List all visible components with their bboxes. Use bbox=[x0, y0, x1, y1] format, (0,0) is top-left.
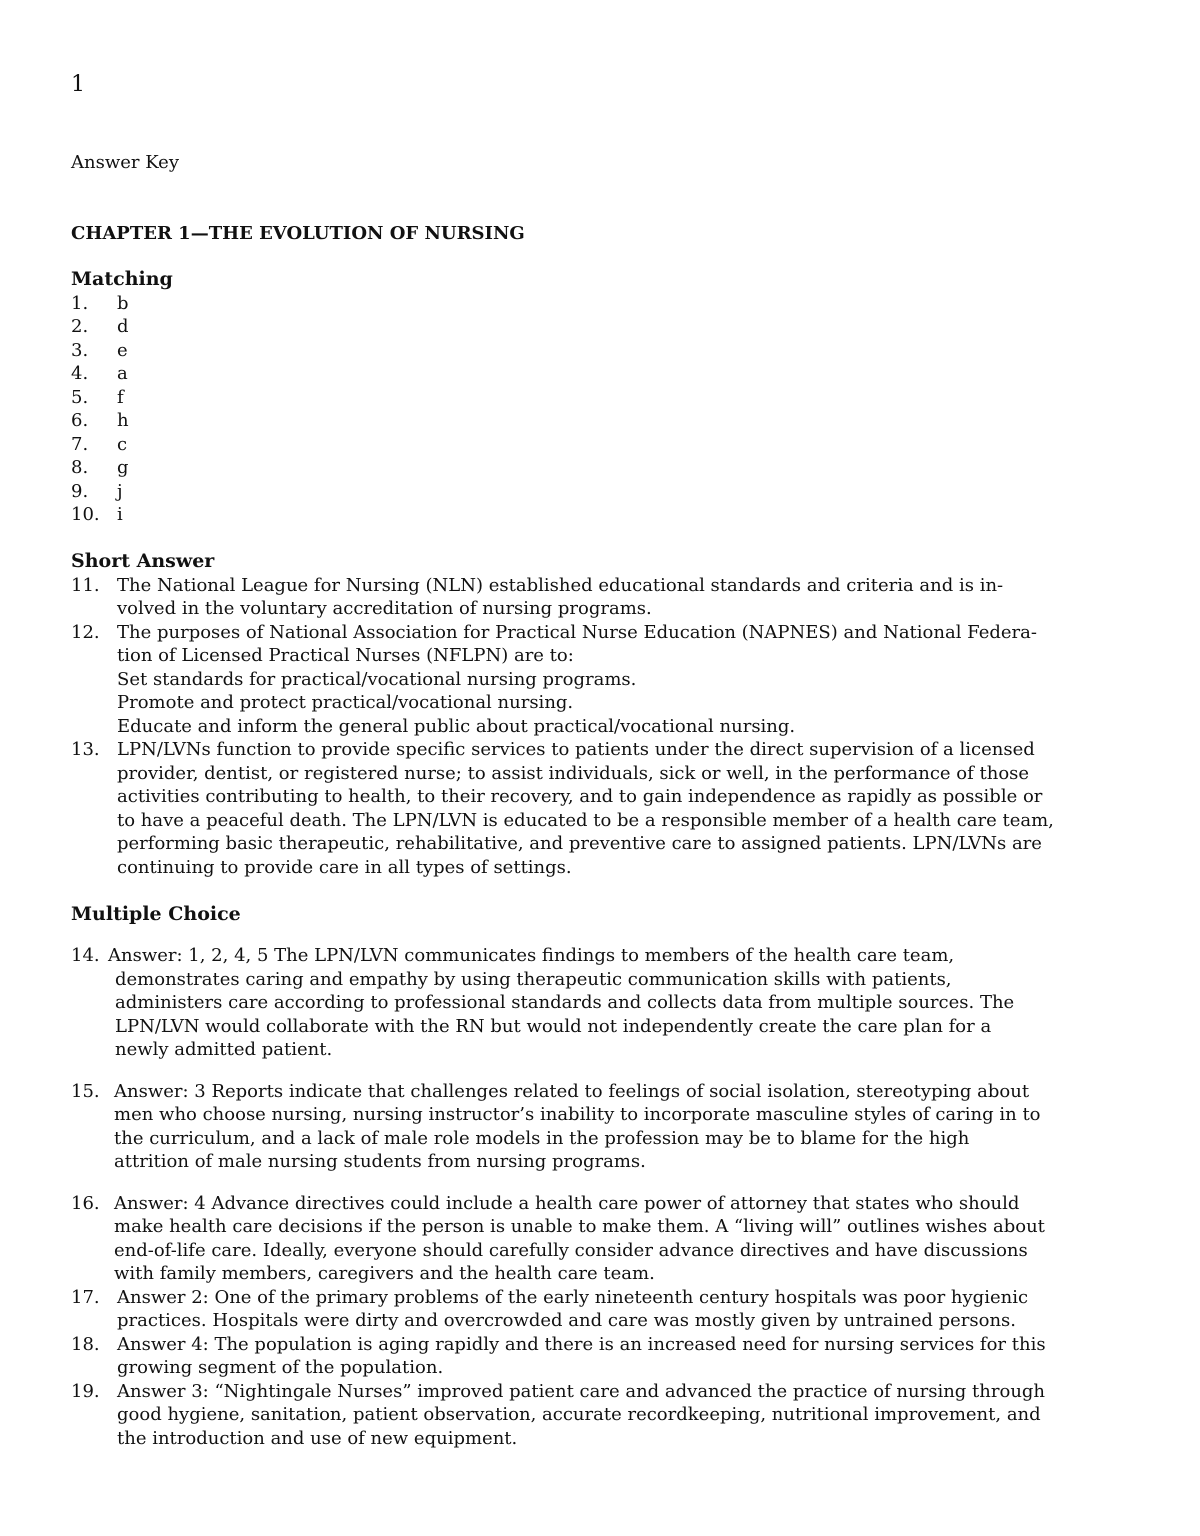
matching-item-answer: h bbox=[117, 410, 129, 431]
text-line: volved in the voluntary accreditation of nursing programs. bbox=[117, 598, 652, 619]
text-line: Answer 3: “Nightingale Nurses” improved patient care and advanced the practice of nursing through bbox=[117, 1380, 1046, 1402]
text-line: activities contributing to health, to their recovery, and to gain independence as rapidly as possible or bbox=[117, 786, 1043, 807]
multiple-choice-item-text bbox=[117, 1333, 1141, 1380]
short-answer-item-text bbox=[117, 621, 1141, 739]
matching-item-number: 2. bbox=[71, 316, 89, 337]
short-answer-item bbox=[71, 621, 1141, 739]
matching-item-answer: j bbox=[117, 480, 123, 502]
matching-item-number: 7. bbox=[71, 433, 89, 455]
multiple-choice-list bbox=[71, 944, 1141, 1450]
multiple-choice-item-number: 18. bbox=[71, 1333, 100, 1355]
matching-item bbox=[71, 433, 1141, 457]
text-line: practices. Hospitals were dirty and overcrowded and care was mostly given by untrained persons. bbox=[117, 1310, 1017, 1331]
matching-item bbox=[71, 409, 1141, 433]
text-line: Answer: 1, 2, 4, 5 The LPN/LVN communicates findings to members of the health care team, bbox=[108, 945, 955, 966]
text-line: demonstrates caring and empathy by using therapeutic communication skills with patients, bbox=[115, 968, 952, 990]
text-line: end-of-life care. Ideally, everyone should carefully consider advance directives and have discussions bbox=[114, 1239, 1028, 1261]
matching-list bbox=[71, 292, 1141, 527]
multiple-choice-item bbox=[71, 1380, 1141, 1451]
text-line: Educate and inform the general public about practical/vocational nursing. bbox=[117, 715, 796, 737]
text-line: to have a peaceful death. The LPN/LVN is educated to be a responsible member of a health care team, bbox=[117, 809, 1054, 831]
matching-item bbox=[71, 480, 1141, 504]
text-line: Answer: 4 Advance directives could include a health care power of attorney that states who should bbox=[114, 1192, 1020, 1214]
multiple-choice-item-number: 19. bbox=[71, 1380, 100, 1402]
multiple-choice-item bbox=[71, 1333, 1141, 1380]
matching-item-number: 3. bbox=[71, 339, 89, 361]
page-number: 1 bbox=[71, 72, 85, 97]
matching-item-answer: e bbox=[117, 339, 128, 361]
multiple-choice-item-text bbox=[117, 1286, 1141, 1333]
multiple-choice-item bbox=[71, 1192, 1141, 1286]
matching-item-number: 1. bbox=[71, 292, 89, 314]
multiple-choice-item-number: 17. bbox=[71, 1286, 100, 1308]
text-line: administers care according to professional standards and collects data from multiple sources. The bbox=[115, 992, 1015, 1013]
multiple-choice-item bbox=[71, 1080, 1141, 1174]
multiple-choice-item-text bbox=[114, 1080, 1141, 1174]
text-line: Set standards for practical/vocational nursing programs. bbox=[117, 668, 637, 690]
matching-item bbox=[71, 339, 1141, 363]
matching-item bbox=[71, 386, 1141, 410]
short-answer-list bbox=[71, 574, 1141, 880]
matching-item-answer: c bbox=[117, 433, 128, 455]
short-answer-item bbox=[71, 574, 1141, 621]
text-line: The National League for Nursing (NLN) established educational standards and criteria and is in- bbox=[117, 574, 1004, 596]
text-line: attrition of male nursing students from nursing programs. bbox=[114, 1151, 646, 1172]
multiple-choice-item-text bbox=[114, 1192, 1141, 1286]
matching-item-answer: b bbox=[117, 292, 129, 314]
multiple-choice-item-number: 14. bbox=[71, 945, 100, 966]
text-line: continuing to provide care in all types of settings. bbox=[117, 856, 572, 878]
short-answer-item-text bbox=[117, 738, 1141, 879]
chapter-title: CHAPTER 1—THE EVOLUTION OF NURSING bbox=[71, 223, 525, 244]
multiple-choice-item-number: 16. bbox=[71, 1192, 100, 1214]
text-line: Promote and protect practical/vocational nursing. bbox=[117, 692, 574, 713]
text-line: performing basic therapeutic, rehabilitative, and preventive care to assigned patients. LPN/LVNs are bbox=[117, 833, 1042, 854]
matching-heading: Matching bbox=[71, 268, 173, 290]
text-line: provider, dentist, or registered nurse; to assist individuals, sick or well, in the performance of those bbox=[117, 762, 1030, 784]
short-answer-item-number: 11. bbox=[71, 574, 100, 596]
matching-item-answer: f bbox=[117, 386, 124, 408]
matching-item-answer: d bbox=[117, 316, 129, 337]
short-answer-item bbox=[71, 738, 1141, 879]
multiple-choice-item-number: 15. bbox=[71, 1080, 100, 1102]
matching-item-number: 5. bbox=[71, 386, 89, 408]
text-line: growing segment of the population. bbox=[117, 1357, 444, 1378]
text-line: the introduction and use of new equipment. bbox=[117, 1427, 518, 1449]
matching-item bbox=[71, 292, 1141, 316]
matching-item-answer: a bbox=[117, 363, 128, 384]
text-line: men who choose nursing, nursing instructor’s inability to incorporate masculine styles of caring in to bbox=[114, 1104, 1041, 1125]
matching-item-number: 10. bbox=[71, 504, 100, 525]
short-answer-item-text bbox=[117, 574, 1141, 621]
text-line: Answer 2: One of the primary problems of the early nineteenth century hospitals was poor hygienic bbox=[117, 1286, 1029, 1308]
matching-item bbox=[71, 456, 1141, 480]
matching-item bbox=[71, 503, 1141, 527]
short-answer-item-number: 13. bbox=[71, 739, 100, 760]
matching-item bbox=[71, 362, 1141, 386]
multiple-choice-item bbox=[71, 1286, 1141, 1333]
text-line: Answer: 3 Reports indicate that challenges related to feelings of social isolation, stereotyping about bbox=[114, 1080, 1030, 1102]
matching-item-number: 8. bbox=[71, 457, 89, 478]
matching-item-number: 6. bbox=[71, 410, 89, 431]
text-line: good hygiene, sanitation, patient observation, accurate recordkeeping, nutritional improvement, and bbox=[117, 1404, 1041, 1425]
multiple-choice-item-text bbox=[117, 1380, 1141, 1451]
document-title: Answer Key bbox=[71, 152, 179, 173]
matching-item-number: 4. bbox=[71, 363, 89, 384]
short-answer-heading: Short Answer bbox=[71, 550, 215, 572]
text-line: The purposes of National Association for Practical Nurse Education (NAPNES) and National Federa- bbox=[117, 621, 1037, 643]
short-answer-item-number: 12. bbox=[71, 621, 100, 643]
text-line: make health care decisions if the person is unable to make them. A “living will” outlines wishes about bbox=[114, 1216, 1045, 1237]
multiple-choice-item-text bbox=[108, 944, 1141, 1062]
text-line: newly admitted patient. bbox=[115, 1039, 333, 1060]
multiple-choice-heading: Multiple Choice bbox=[71, 902, 241, 925]
text-line: with family members, caregivers and the health care team. bbox=[114, 1263, 655, 1284]
text-line: Answer 4: The population is aging rapidly and there is an increased need for nursing services for this bbox=[117, 1333, 1046, 1355]
answer-content bbox=[71, 268, 1141, 1450]
text-line: LPN/LVNs function to provide specific services to patients under the direct supervision of a licensed bbox=[117, 739, 1035, 760]
matching-item-answer: i bbox=[117, 504, 123, 525]
text-line: tion of Licensed Practical Nurses (NFLPN) are to: bbox=[117, 645, 574, 666]
text-line: LPN/LVN would collaborate with the RN but would not independently create the care plan for a bbox=[115, 1015, 992, 1037]
matching-item-answer: g bbox=[117, 457, 129, 478]
multiple-choice-item bbox=[71, 944, 1141, 1062]
matching-item-number: 9. bbox=[71, 480, 89, 502]
text-line: the curriculum, and a lack of male role models in the profession may be to blame for the high bbox=[114, 1127, 970, 1149]
matching-item bbox=[71, 315, 1141, 339]
